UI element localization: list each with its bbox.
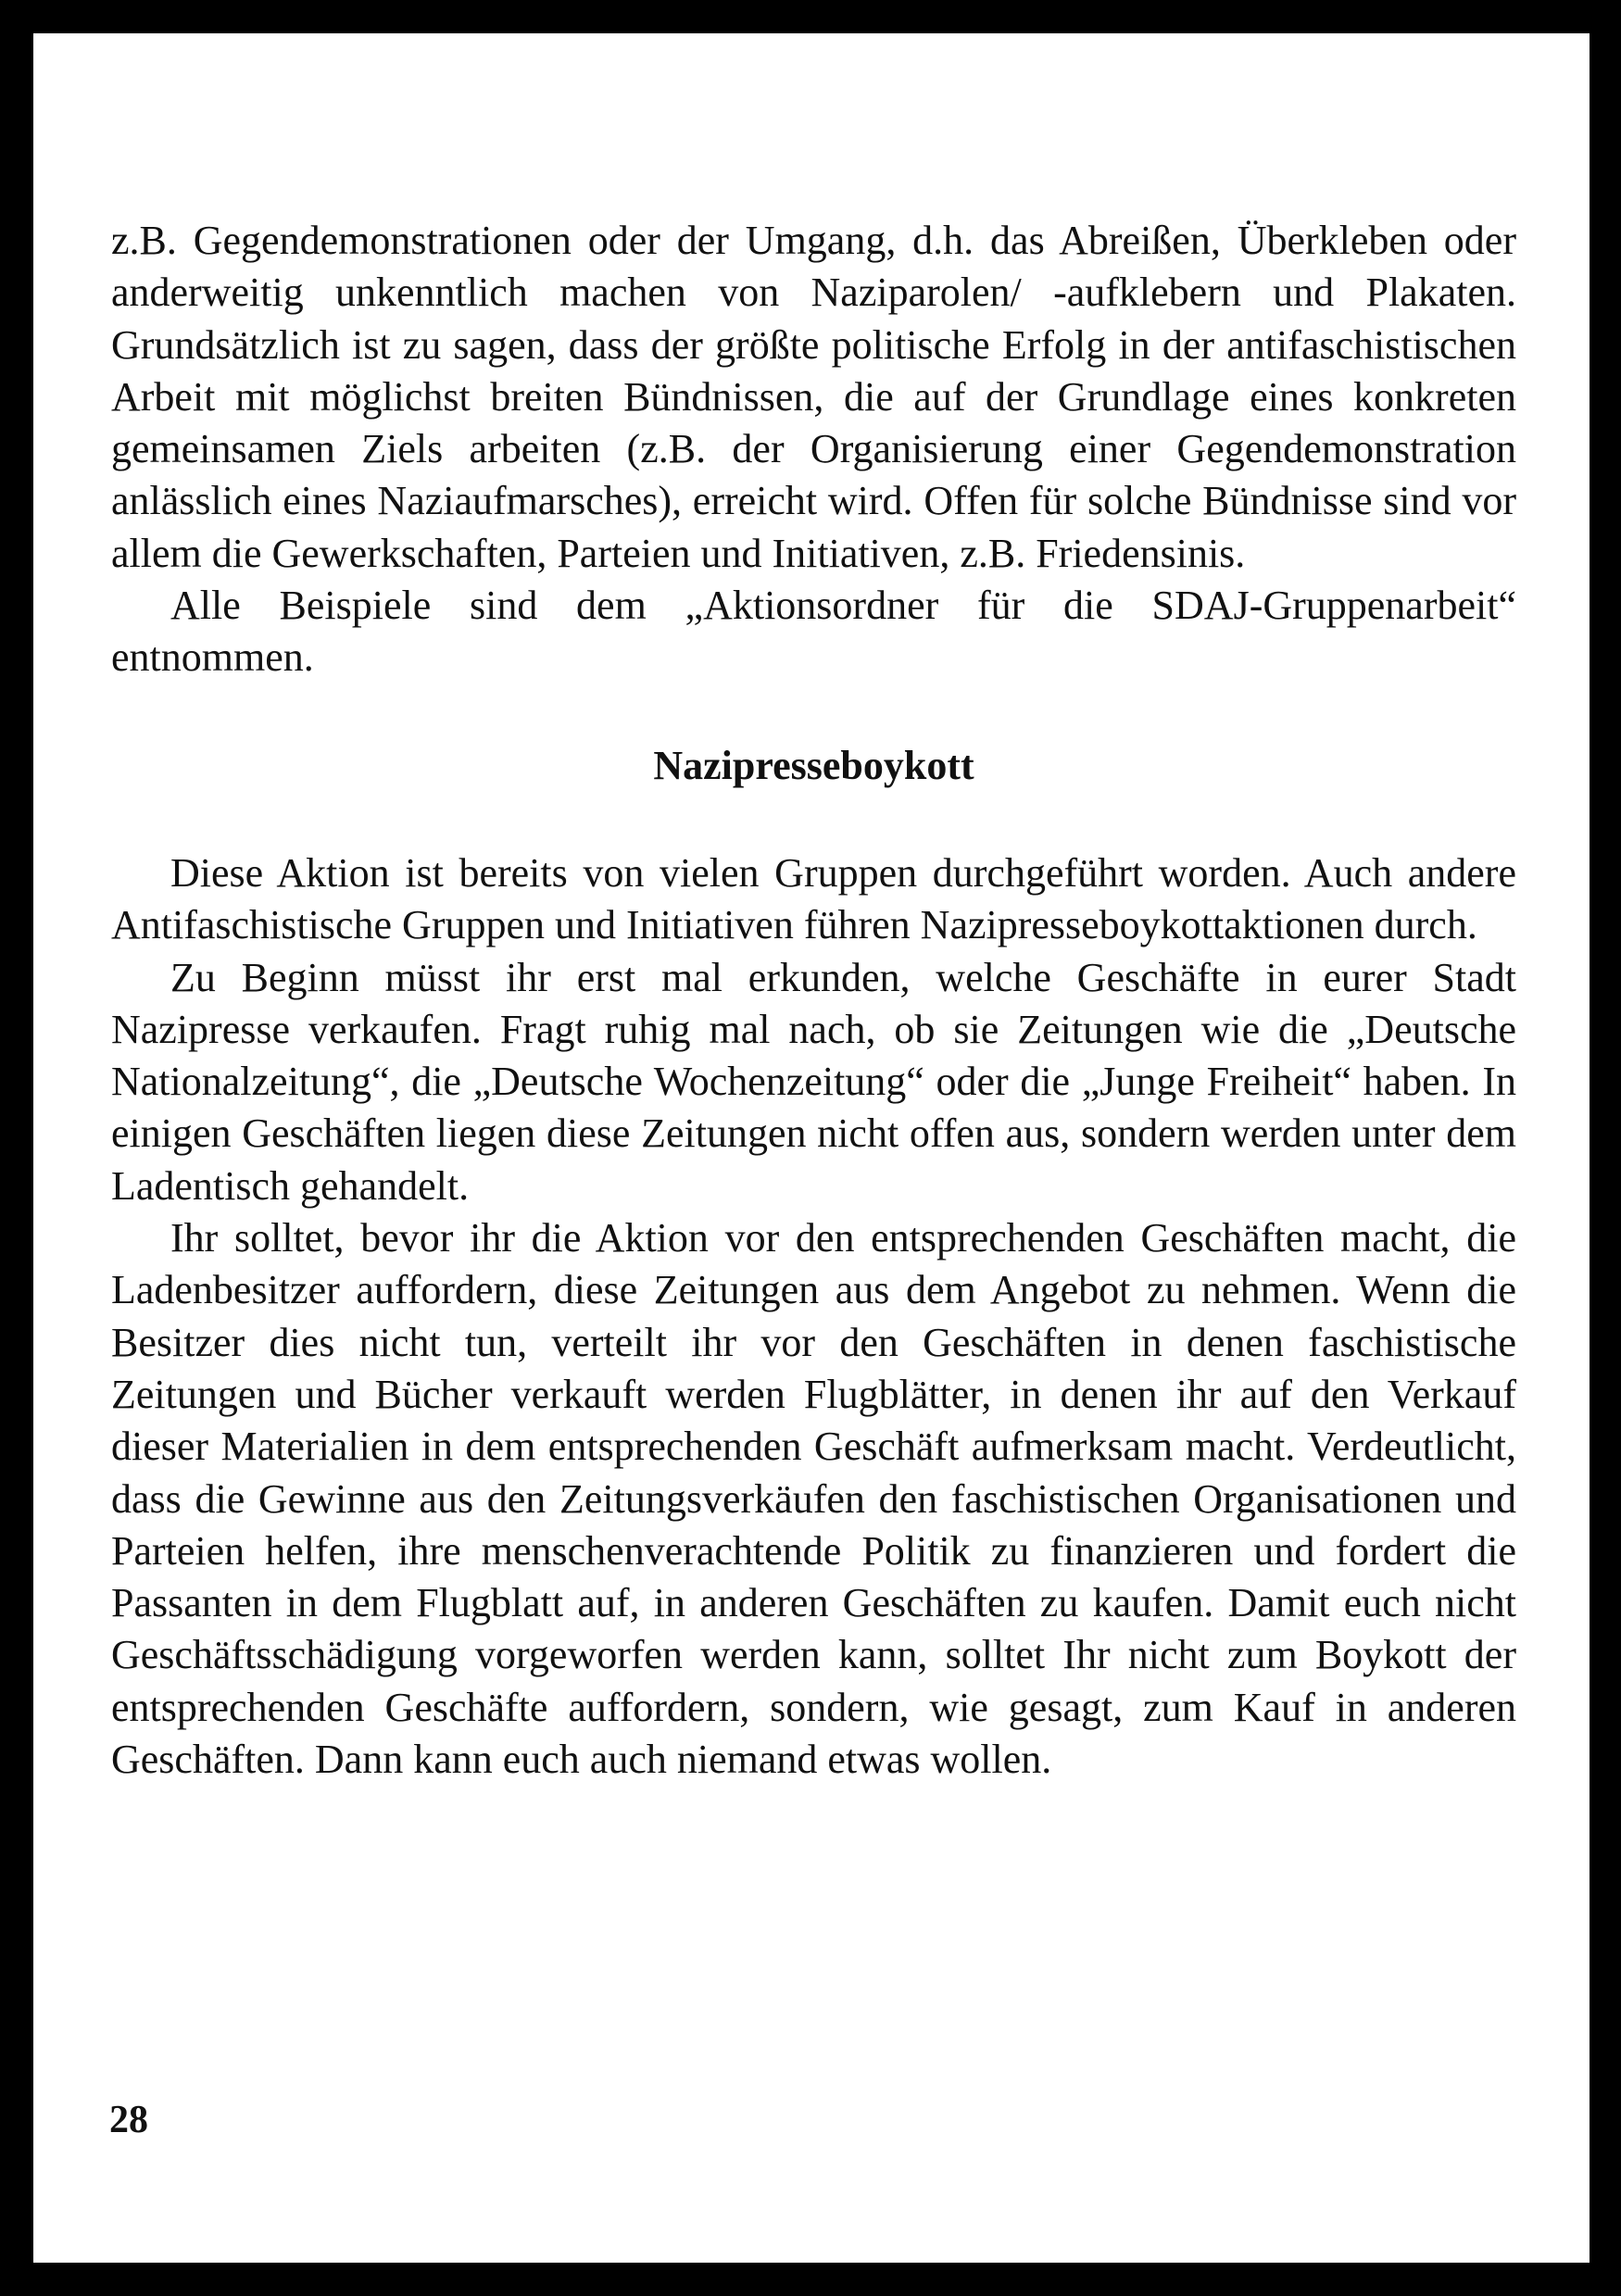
section-heading: Nazipresseboykott — [653, 742, 974, 788]
paragraph-examples-source: Alle Beispiele sind dem „Aktionsordner für die SDAJ-Gruppenarbeit“ entnommen. — [111, 583, 1516, 681]
paragraph-intro: Diese Aktion ist bereits von vielen Gruppen durchgeführt worden. Auch andere Antifaschistische Gruppen und Initiativen führen Nazipresseboykottaktionen durch. — [111, 849, 1516, 948]
paragraph-action: Ihr solltet, bevor ihr die Aktion vor den entsprechenden Geschäften macht, die Ladenbesitzer auffordern, diese Zeitungen aus dem Angebot zu nehmen. Wenn die Besitzer dies nicht tun, verteilt ihr vor den Geschäften in denen faschistische Zeitungen und Bücher verkauft werden Flugblätter, in denen ihr auf den Verkauf dieser Materialien in dem entsprechenden Geschäft aufmerksam macht. Verdeutlicht, dass die Gewinne aus den Zeitungsverkäufen den faschistischen Organisationen und Parteien helfen, ihre menschenverachtende Politik zu finanzieren und fordert die Passanten in dem Flugblatt auf, in anderen Geschäften zu kaufen. Damit euch nicht Geschäftsschädigung vorgeworfen werden kann, solltet Ihr nicht zum Boykott der entsprechenden Geschäfte auffordern, sondern, wie gesagt, zum Kauf in anderen Geschäften. Dann kann euch auch niemand etwas wollen. — [111, 1215, 1516, 1783]
paragraph-continued: z.B. Gegendemonstrationen oder der Umgang, d.h. das Abreißen, Überkleben oder anderweitig unkenntlich machen von Naziparolen/ -aufklebern und Plakaten. Grundsätzlich ist zu sagen, dass der größte politische Erfolg in der antifaschistischen Arbeit mit möglichst breiten Bündnissen, die auf der Grundlage eines konkreten gemeinsamen Ziels arbeiten (z.B. der Organisierung einer Gegendemonstration anlässlich eines Naziaufmarsches), erreicht wird. Offen für solche Bündnisse sind vor allem die Gewerkschaften, Parteien und Initiativen, z.B. Friedensinis. — [111, 218, 1516, 576]
paragraph-research: Zu Beginn müsst ihr erst mal erkunden, welche Geschäfte in eurer Stadt Nazipresse verkaufen. Fragt ruhig mal nach, ob sie Zeitungen wie die „Deutsche Nationalzeitung“, die „Deutsche Wochenzeitung“ oder die „Junge Freiheit“ haben. In einigen Geschäften liegen diese Zeitungen nicht offen aus, sondern werden unter dem Ladentisch gehandelt. — [111, 954, 1516, 1209]
document-page — [33, 33, 1590, 2263]
page-body — [111, 215, 1516, 1786]
page-number: 28 — [109, 2099, 148, 2141]
